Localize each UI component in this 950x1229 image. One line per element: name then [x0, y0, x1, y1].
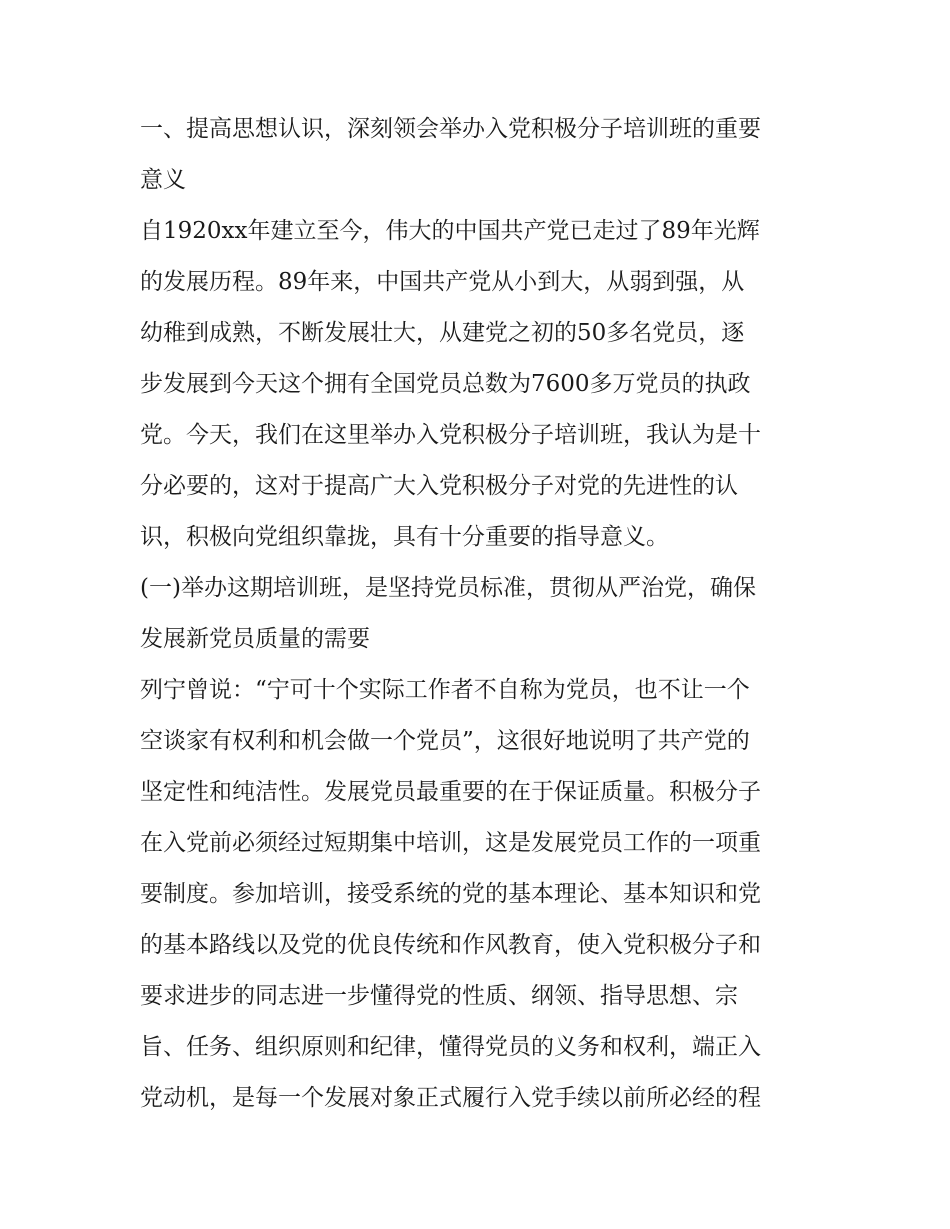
paragraph-line: 旨、任务、组织原则和纪律，懂得党员的义务和权利，端正入 [140, 1034, 761, 1060]
paragraph-line: 识，积极向党组织靠拢，具有十分重要的指导意义。 [140, 524, 669, 550]
paragraph-line: 步发展到今天这个拥有全国党员总数为7600多万党员的执政 [140, 371, 751, 397]
subsection-heading-line-1: (一)举办这期培训班，是坚持党员标准，贯彻从严治党，确保 [140, 575, 756, 601]
paragraph-line: 要求进步的同志进一步懂得党的性质、纲领、指导思想、宗 [140, 983, 738, 1009]
paragraph-line: 幼稚到成熟，不断发展壮大，从建党之初的50多名党员，逐 [140, 320, 745, 346]
paragraph-line: 要制度。参加培训，接受系统的党的基本理论、基本知识和党 [140, 881, 761, 907]
paragraph-line: 空谈家有权利和机会做一个党员”，这很好地说明了共产党的 [140, 728, 750, 754]
section-heading-line-1: 一、提高思想认识，深刻领会举办入党积极分子培训班的重要 [140, 116, 761, 142]
paragraph-line: 坚定性和纯洁性。发展党员最重要的在于保证质量。积极分子 [140, 779, 761, 805]
paragraph-line: 的基本路线以及党的优良传统和作风教育，使入党积极分子和 [140, 932, 761, 958]
subsection-heading-line-2: 发展新党员质量的需要 [140, 626, 370, 652]
section-heading-line-2: 意义 [140, 167, 186, 193]
paragraph-line: 党动机，是每一个发展对象正式履行入党手续以前所必经的程 [140, 1085, 761, 1111]
paragraph-line: 列宁曾说：“宁可十个实际工作者不自称为党员，也不让一个 [140, 677, 750, 703]
paragraph-line: 党。今天，我们在这里举办入党积极分子培训班，我认为是十 [140, 422, 761, 448]
paragraph-line: 自1920xx年建立至今，伟大的中国共产党已走过了89年光辉 [140, 218, 760, 244]
paragraph-line: 分必要的，这对于提高广大入党积极分子对党的先进性的认 [140, 473, 738, 499]
paragraph-line: 的发展历程。89年来，中国共产党从小到大，从弱到强，从 [140, 269, 745, 295]
document-body [140, 104, 820, 1124]
paragraph-line: 在入党前必须经过短期集中培训，这是发展党员工作的一项重 [140, 830, 761, 856]
